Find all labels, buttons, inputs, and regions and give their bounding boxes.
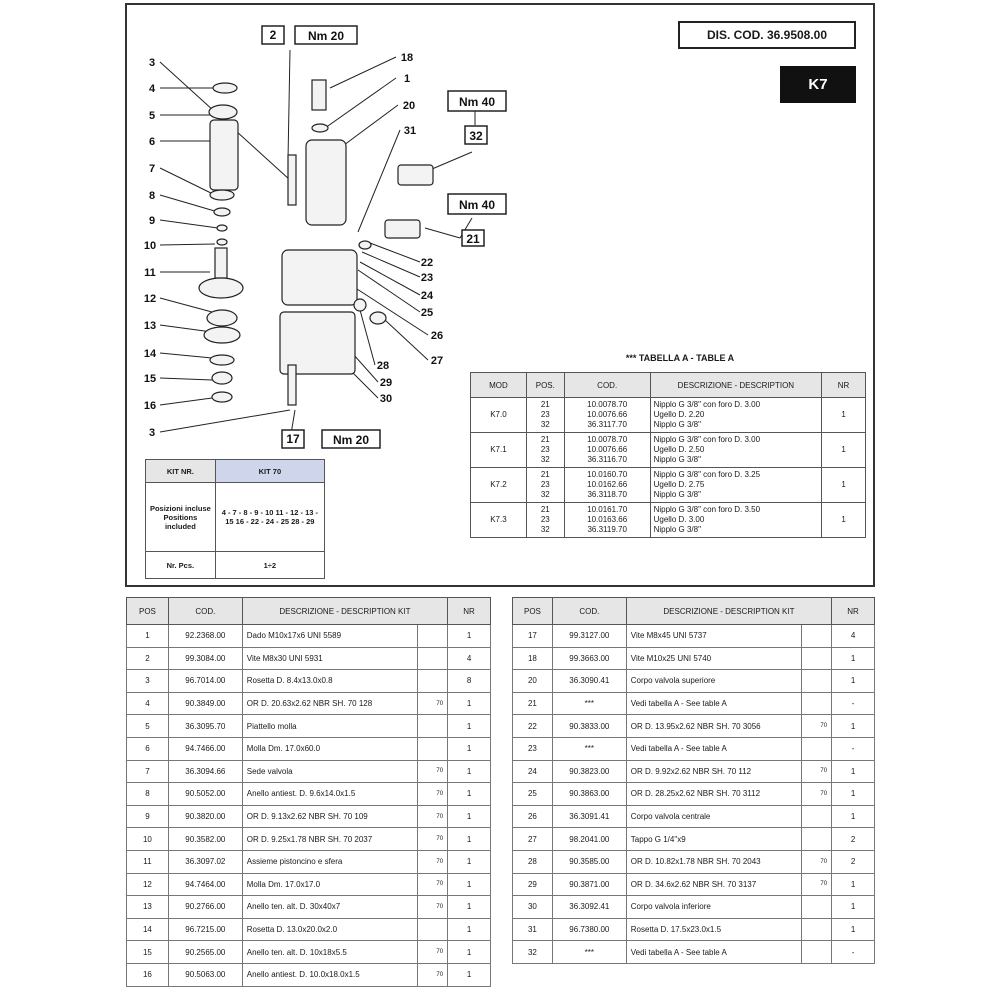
part-nr: 1 bbox=[448, 760, 491, 783]
part-desc: Anello ten. alt. D. 30x40x7 bbox=[242, 896, 417, 919]
table-a-cod: 10.0078.70 bbox=[587, 435, 628, 444]
part-kit: 70 bbox=[418, 692, 448, 715]
part-pos: 6 bbox=[127, 737, 169, 760]
table-row bbox=[127, 896, 491, 919]
table-a-pos: 21 bbox=[540, 470, 550, 479]
part-kit bbox=[418, 715, 448, 738]
table-row bbox=[513, 692, 875, 715]
part-pos: 8 bbox=[127, 783, 169, 806]
part-kit bbox=[802, 918, 832, 941]
part-kit: 70 bbox=[418, 941, 448, 964]
label-7: 7 bbox=[148, 163, 156, 175]
label-31: 31 bbox=[403, 125, 417, 137]
part-desc: Molla Dm. 17.0x17.0 bbox=[242, 873, 417, 896]
part-desc: OR D. 34.6x2.62 NBR SH. 70 3137 bbox=[626, 873, 801, 896]
table-a-col-mod: MOD bbox=[471, 373, 527, 398]
part-cod: 90.3849.00 bbox=[168, 692, 242, 715]
label-26: 26 bbox=[430, 330, 444, 342]
label-6: 6 bbox=[148, 136, 156, 148]
part-desc: Corpo valvola centrale bbox=[626, 805, 801, 828]
label-1: 1 bbox=[403, 73, 411, 85]
part-kit bbox=[802, 670, 832, 693]
kit-pcs-label: Nr. Pcs. bbox=[146, 552, 216, 579]
table-a-desc: Ugello D. 2.50 bbox=[653, 445, 705, 454]
part-nr: 1 bbox=[832, 896, 875, 919]
part-desc: Vedi tabella A - See table A bbox=[626, 737, 801, 760]
part-desc: Vite M8x30 UNI 5931 bbox=[242, 647, 417, 670]
callout-pos-17: 17 bbox=[286, 432, 300, 446]
part-kit: 70 bbox=[418, 760, 448, 783]
table-a-pos: 32 bbox=[540, 420, 550, 429]
table-a-cod: 10.0160.70 bbox=[587, 470, 628, 479]
part-nr: 1 bbox=[832, 715, 875, 738]
part-pos: 26 bbox=[513, 805, 553, 828]
table-a-desc: Nipplo G 3/8" bbox=[653, 455, 701, 464]
table-a-cod: 10.0078.70 bbox=[587, 400, 628, 409]
table-row bbox=[513, 783, 875, 806]
parts-table-right bbox=[512, 597, 875, 964]
label-27: 27 bbox=[430, 355, 444, 367]
label-8: 8 bbox=[148, 190, 156, 202]
label-4: 4 bbox=[148, 83, 156, 95]
label-3b: 3 bbox=[148, 427, 156, 439]
part-desc: Rosetta D. 8.4x13.0x0.8 bbox=[242, 670, 417, 693]
part-pos: 30 bbox=[513, 896, 553, 919]
table-row bbox=[513, 896, 875, 919]
part-kit: 70 bbox=[418, 783, 448, 806]
table-row bbox=[513, 850, 875, 873]
part-pos: 25 bbox=[513, 783, 553, 806]
callout-torque-2: Nm 20 bbox=[307, 29, 345, 43]
callout-pos-21: 21 bbox=[466, 232, 480, 246]
label-28: 28 bbox=[376, 360, 390, 372]
part-cod: *** bbox=[552, 692, 626, 715]
part-cod: 96.7380.00 bbox=[552, 918, 626, 941]
part-cod: 90.3585.00 bbox=[552, 850, 626, 873]
table-row bbox=[127, 918, 491, 941]
part-nr: 1 bbox=[832, 760, 875, 783]
table-a-pos: 23 bbox=[540, 515, 550, 524]
part-pos: 10 bbox=[127, 828, 169, 851]
part-desc: Sede valvola bbox=[242, 760, 417, 783]
label-23: 23 bbox=[420, 272, 434, 284]
table-a-row bbox=[471, 433, 866, 468]
table-row bbox=[127, 760, 491, 783]
part-kit: 70 bbox=[418, 963, 448, 986]
part-desc: Vite M8x45 UNI 5737 bbox=[626, 625, 801, 648]
part-kit bbox=[802, 692, 832, 715]
part-kit bbox=[802, 647, 832, 670]
part-pos: 3 bbox=[127, 670, 169, 693]
part-kit bbox=[418, 918, 448, 941]
part-nr: 1 bbox=[448, 873, 491, 896]
table-row bbox=[513, 760, 875, 783]
part-cod: 94.7464.00 bbox=[168, 873, 242, 896]
part-nr: 1 bbox=[448, 828, 491, 851]
part-nr: 1 bbox=[832, 647, 875, 670]
table-a-col-nr: NR bbox=[822, 373, 866, 398]
part-cod: *** bbox=[552, 737, 626, 760]
part-desc: Vedi tabella A - See table A bbox=[626, 941, 801, 964]
part-cod: *** bbox=[552, 941, 626, 964]
part-cod: 90.3582.00 bbox=[168, 828, 242, 851]
part-pos: 2 bbox=[127, 647, 169, 670]
part-pos: 20 bbox=[513, 670, 553, 693]
parts-right-header bbox=[513, 598, 875, 625]
kit-header-value: KIT 70 bbox=[215, 460, 324, 483]
part-desc: Corpo valvola inferiore bbox=[626, 896, 801, 919]
table-row bbox=[127, 941, 491, 964]
col-desc: DESCRIZIONE - DESCRIPTION KIT bbox=[242, 598, 447, 625]
table-a-pos: 21 bbox=[540, 505, 550, 514]
part-nr: 1 bbox=[448, 783, 491, 806]
part-pos: 23 bbox=[513, 737, 553, 760]
part-kit bbox=[418, 647, 448, 670]
part-cod: 90.2565.00 bbox=[168, 941, 242, 964]
table-a-mod: K7.1 bbox=[471, 433, 527, 468]
part-desc: Rosetta D. 17.5x23.0x1.5 bbox=[626, 918, 801, 941]
part-nr: 4 bbox=[832, 625, 875, 648]
table-row bbox=[127, 625, 491, 648]
part-kit bbox=[802, 737, 832, 760]
table-a-mod: K7.2 bbox=[471, 468, 527, 503]
part-cod: 90.2766.00 bbox=[168, 896, 242, 919]
part-desc: OR D. 9.13x2.62 NBR SH. 70 109 bbox=[242, 805, 417, 828]
label-29: 29 bbox=[379, 377, 393, 389]
table-row bbox=[127, 805, 491, 828]
part-desc: Tappo G 1/4"x9 bbox=[626, 828, 801, 851]
part-pos: 28 bbox=[513, 850, 553, 873]
table-row bbox=[513, 715, 875, 738]
col-pos: POS bbox=[127, 598, 169, 625]
part-pos: 14 bbox=[127, 918, 169, 941]
table-a-cod: 36.3118.70 bbox=[587, 490, 627, 499]
part-desc: Anello ten. alt. D. 10x18x5.5 bbox=[242, 941, 417, 964]
part-nr: 1 bbox=[448, 625, 491, 648]
kit-positions-label: Posizioni incluse Positions included bbox=[146, 483, 216, 552]
label-18: 18 bbox=[400, 52, 414, 64]
table-row bbox=[513, 805, 875, 828]
label-3: 3 bbox=[148, 57, 156, 69]
col-nr: NR bbox=[448, 598, 491, 625]
label-12: 12 bbox=[143, 293, 157, 305]
part-pos: 12 bbox=[127, 873, 169, 896]
table-a-pos: 32 bbox=[540, 490, 550, 499]
part-cod: 36.3091.41 bbox=[552, 805, 626, 828]
part-desc: Dado M10x17x6 UNI 5589 bbox=[242, 625, 417, 648]
table-a-nr: 1 bbox=[822, 468, 866, 503]
label-13: 13 bbox=[143, 320, 157, 332]
table-row bbox=[513, 941, 875, 964]
part-nr: 1 bbox=[832, 873, 875, 896]
drawing-code: DIS. COD. 36.9508.00 bbox=[678, 21, 856, 49]
table-a-desc: Nipplo G 3/8" bbox=[653, 490, 701, 499]
table-a-row bbox=[471, 398, 866, 433]
table-a-desc: Nipplo G 3/8" con foro D. 3.00 bbox=[653, 435, 761, 444]
table-a-desc: Nipplo G 3/8" con foro D. 3.25 bbox=[653, 470, 761, 479]
part-kit: 70 bbox=[802, 783, 832, 806]
table-a-pos: 23 bbox=[540, 445, 550, 454]
part-pos: 15 bbox=[127, 941, 169, 964]
table-a-desc: Nipplo G 3/8" bbox=[653, 525, 701, 534]
part-desc: OR D. 10.82x1.78 NBR SH. 70 2043 bbox=[626, 850, 801, 873]
part-pos: 18 bbox=[513, 647, 553, 670]
part-pos: 22 bbox=[513, 715, 553, 738]
table-a-desc: Ugello D. 3.00 bbox=[653, 515, 705, 524]
part-desc: Rosetta D. 13.0x20.0x2.0 bbox=[242, 918, 417, 941]
part-nr: 1 bbox=[832, 805, 875, 828]
part-nr: 1 bbox=[448, 850, 491, 873]
table-row bbox=[513, 828, 875, 851]
table-row bbox=[513, 625, 875, 648]
table-a-desc: Nipplo G 3/8" bbox=[653, 420, 701, 429]
part-kit: 70 bbox=[802, 760, 832, 783]
part-kit: 70 bbox=[418, 896, 448, 919]
part-pos: 16 bbox=[127, 963, 169, 986]
part-kit: 70 bbox=[802, 850, 832, 873]
part-cod: 36.3094.66 bbox=[168, 760, 242, 783]
table-a-title: *** TABELLA A - TABLE A bbox=[625, 353, 735, 363]
table-a-nr: 1 bbox=[822, 503, 866, 538]
part-cod: 99.3663.00 bbox=[552, 647, 626, 670]
part-nr: 1 bbox=[448, 941, 491, 964]
part-kit: 70 bbox=[418, 828, 448, 851]
table-row bbox=[127, 873, 491, 896]
table-a-desc: Ugello D. 2.75 bbox=[653, 480, 705, 489]
part-nr: 1 bbox=[448, 692, 491, 715]
label-25: 25 bbox=[420, 307, 434, 319]
table-a-col-desc: DESCRIZIONE - DESCRIPTION bbox=[650, 373, 822, 398]
label-24: 24 bbox=[420, 290, 434, 302]
table-row bbox=[513, 918, 875, 941]
part-kit bbox=[802, 805, 832, 828]
part-cod: 90.3871.00 bbox=[552, 873, 626, 896]
part-nr: 1 bbox=[448, 715, 491, 738]
part-nr: 2 bbox=[832, 828, 875, 851]
part-desc: OR D. 20.63x2.62 NBR SH. 70 128 bbox=[242, 692, 417, 715]
table-a bbox=[470, 372, 866, 538]
col-cod: COD. bbox=[168, 598, 242, 625]
col-cod: COD. bbox=[552, 598, 626, 625]
part-desc: Corpo valvola superiore bbox=[626, 670, 801, 693]
label-14: 14 bbox=[143, 348, 157, 360]
table-a-cod: 10.0076.66 bbox=[587, 445, 628, 454]
part-cod: 36.3095.70 bbox=[168, 715, 242, 738]
part-nr: 2 bbox=[832, 850, 875, 873]
table-a-pos: 32 bbox=[540, 455, 550, 464]
table-row bbox=[127, 737, 491, 760]
label-9: 9 bbox=[148, 215, 156, 227]
part-nr: 4 bbox=[448, 647, 491, 670]
col-nr: NR bbox=[832, 598, 875, 625]
col-desc: DESCRIZIONE - DESCRIPTION KIT bbox=[626, 598, 831, 625]
part-nr: 1 bbox=[832, 670, 875, 693]
part-desc: Vite M10x25 UNI 5740 bbox=[626, 647, 801, 670]
table-a-mod: K7.3 bbox=[471, 503, 527, 538]
part-cod: 90.3820.00 bbox=[168, 805, 242, 828]
kit-positions-value: 4 - 7 - 8 - 9 - 10 11 - 12 - 13 - 15 16 - 22 - 24 - 25 28 - 29 bbox=[215, 483, 324, 552]
part-cod: 90.5052.00 bbox=[168, 783, 242, 806]
part-pos: 9 bbox=[127, 805, 169, 828]
table-a-mod: K7.0 bbox=[471, 398, 527, 433]
part-nr: - bbox=[832, 737, 875, 760]
part-desc: OR D. 9.92x2.62 NBR SH. 70 112 bbox=[626, 760, 801, 783]
part-nr: 1 bbox=[832, 783, 875, 806]
model-badge: K7 bbox=[780, 66, 856, 103]
col-pos: POS bbox=[513, 598, 553, 625]
part-pos: 11 bbox=[127, 850, 169, 873]
part-cod: 92.2368.00 bbox=[168, 625, 242, 648]
table-a-cod: 10.0163.66 bbox=[587, 515, 628, 524]
part-nr: - bbox=[832, 941, 875, 964]
part-cod: 90.3833.00 bbox=[552, 715, 626, 738]
part-cod: 98.2041.00 bbox=[552, 828, 626, 851]
part-kit bbox=[802, 941, 832, 964]
parts-left-header bbox=[127, 598, 491, 625]
part-pos: 21 bbox=[513, 692, 553, 715]
part-desc: Anello antiest. D. 10.0x18.0x1.5 bbox=[242, 963, 417, 986]
part-pos: 1 bbox=[127, 625, 169, 648]
table-a-pos: 23 bbox=[540, 410, 550, 419]
part-cod: 96.7215.00 bbox=[168, 918, 242, 941]
part-cod: 36.3097.02 bbox=[168, 850, 242, 873]
table-row bbox=[127, 692, 491, 715]
table-a-cod: 36.3117.70 bbox=[587, 420, 627, 429]
table-row bbox=[513, 873, 875, 896]
table-a-cod: 10.0161.70 bbox=[587, 505, 628, 514]
part-nr: 1 bbox=[448, 963, 491, 986]
part-pos: 27 bbox=[513, 828, 553, 851]
part-desc: Assieme pistoncino e sfera bbox=[242, 850, 417, 873]
part-cod: 90.3823.00 bbox=[552, 760, 626, 783]
part-kit: 70 bbox=[418, 873, 448, 896]
table-row bbox=[513, 670, 875, 693]
table-row bbox=[127, 670, 491, 693]
table-a-desc: Ugello D. 2.20 bbox=[653, 410, 705, 419]
part-pos: 13 bbox=[127, 896, 169, 919]
part-nr: 1 bbox=[448, 805, 491, 828]
part-pos: 31 bbox=[513, 918, 553, 941]
part-nr: 1 bbox=[448, 918, 491, 941]
part-desc: OR D. 13.95x2.62 NBR SH. 70 3056 bbox=[626, 715, 801, 738]
table-row bbox=[513, 737, 875, 760]
part-pos: 32 bbox=[513, 941, 553, 964]
part-desc: Vedi tabella A - See table A bbox=[626, 692, 801, 715]
part-kit bbox=[418, 670, 448, 693]
table-a-pos: 21 bbox=[540, 400, 550, 409]
parts-table-left bbox=[126, 597, 491, 987]
part-nr: 1 bbox=[448, 737, 491, 760]
table-a-cod: 36.3119.70 bbox=[587, 525, 627, 534]
part-cod: 94.7466.00 bbox=[168, 737, 242, 760]
part-cod: 90.3863.00 bbox=[552, 783, 626, 806]
part-kit bbox=[418, 625, 448, 648]
part-nr: 1 bbox=[832, 918, 875, 941]
part-pos: 24 bbox=[513, 760, 553, 783]
part-pos: 17 bbox=[513, 625, 553, 648]
kit-header-label: KIT NR. bbox=[146, 460, 216, 483]
label-10: 10 bbox=[143, 240, 157, 252]
table-a-cod: 10.0162.66 bbox=[587, 480, 628, 489]
table-a-desc: Nipplo G 3/8" con foro D. 3.50 bbox=[653, 505, 761, 514]
part-cod: 90.5063.00 bbox=[168, 963, 242, 986]
part-nr: 8 bbox=[448, 670, 491, 693]
kit-pcs-value: 1÷2 bbox=[215, 552, 324, 579]
part-pos: 5 bbox=[127, 715, 169, 738]
part-desc: Molla Dm. 17.0x60.0 bbox=[242, 737, 417, 760]
part-kit: 70 bbox=[802, 873, 832, 896]
label-16: 16 bbox=[143, 400, 157, 412]
table-row bbox=[127, 828, 491, 851]
part-desc: OR D. 28.25x2.62 NBR SH. 70 3112 bbox=[626, 783, 801, 806]
callout-torque-21: Nm 40 bbox=[458, 198, 496, 212]
part-pos: 7 bbox=[127, 760, 169, 783]
label-20: 20 bbox=[402, 100, 416, 112]
callout-torque-32: Nm 40 bbox=[458, 95, 496, 109]
table-a-pos: 23 bbox=[540, 480, 550, 489]
table-a-nr: 1 bbox=[822, 398, 866, 433]
label-22: 22 bbox=[420, 257, 434, 269]
label-11: 11 bbox=[144, 267, 156, 279]
callout-pos-32: 32 bbox=[469, 129, 483, 143]
part-pos: 4 bbox=[127, 692, 169, 715]
part-desc: Piattello molla bbox=[242, 715, 417, 738]
part-nr: - bbox=[832, 692, 875, 715]
table-a-header bbox=[471, 373, 866, 398]
part-kit bbox=[418, 737, 448, 760]
part-kit: 70 bbox=[802, 715, 832, 738]
part-desc: OR D. 9.25x1.78 NBR SH. 70 2037 bbox=[242, 828, 417, 851]
table-a-col-cod: COD. bbox=[564, 373, 650, 398]
part-desc: Anello antiest. D. 9.6x14.0x1.5 bbox=[242, 783, 417, 806]
table-a-pos: 32 bbox=[540, 525, 550, 534]
table-a-row bbox=[471, 503, 866, 538]
label-15: 15 bbox=[143, 373, 157, 385]
part-cod: 36.3090.41 bbox=[552, 670, 626, 693]
callout-pos-2: 2 bbox=[269, 28, 277, 42]
part-cod: 36.3092.41 bbox=[552, 896, 626, 919]
kit-table bbox=[145, 459, 325, 579]
table-a-cod: 36.3116.70 bbox=[587, 455, 627, 464]
part-pos: 29 bbox=[513, 873, 553, 896]
part-cod: 99.3127.00 bbox=[552, 625, 626, 648]
part-kit: 70 bbox=[418, 850, 448, 873]
part-kit bbox=[802, 828, 832, 851]
table-a-col-pos: POS. bbox=[526, 373, 564, 398]
table-a-nr: 1 bbox=[822, 433, 866, 468]
part-kit: 70 bbox=[418, 805, 448, 828]
label-30: 30 bbox=[379, 393, 393, 405]
table-a-cod: 10.0076.66 bbox=[587, 410, 628, 419]
part-cod: 99.3084.00 bbox=[168, 647, 242, 670]
part-cod: 96.7014.00 bbox=[168, 670, 242, 693]
table-a-pos: 21 bbox=[540, 435, 550, 444]
part-nr: 1 bbox=[448, 896, 491, 919]
table-a-row bbox=[471, 468, 866, 503]
part-kit bbox=[802, 896, 832, 919]
table-a-desc: Nipplo G 3/8" con foro D. 3.00 bbox=[653, 400, 761, 409]
table-row bbox=[127, 850, 491, 873]
callout-torque-17: Nm 20 bbox=[332, 433, 370, 447]
label-5: 5 bbox=[148, 110, 156, 122]
table-row bbox=[127, 783, 491, 806]
table-row bbox=[513, 647, 875, 670]
table-row bbox=[127, 963, 491, 986]
table-row bbox=[127, 715, 491, 738]
table-row bbox=[127, 647, 491, 670]
part-kit bbox=[802, 625, 832, 648]
